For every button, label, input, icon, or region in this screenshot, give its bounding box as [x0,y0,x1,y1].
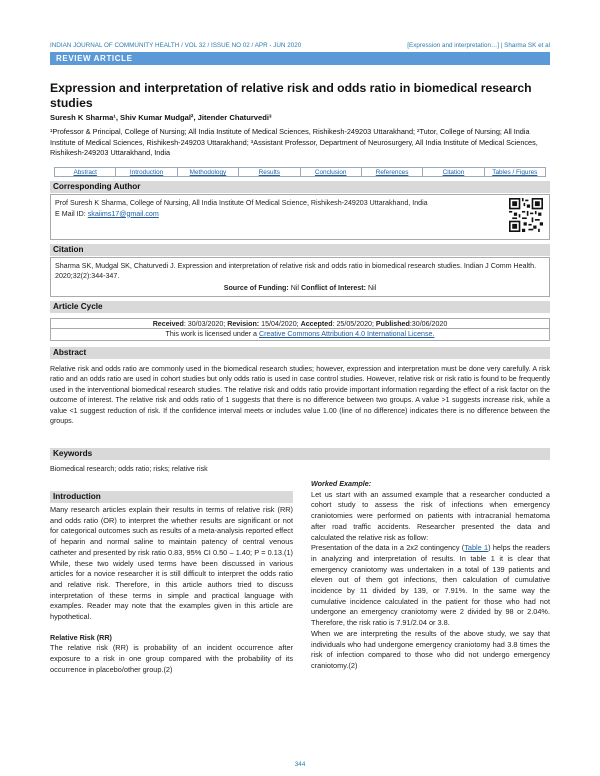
published-date: :30/06/2020 [409,320,448,328]
nav-citation[interactable]: Citation [423,168,484,176]
license-text: This work is licensed under a [165,330,259,338]
article-dates [51,319,549,329]
nav-methodology[interactable]: Methodology [178,168,239,176]
conflict-label: Conflict of Interest: [300,284,367,292]
nav-conclusion[interactable]: Conclusion [301,168,362,176]
license-link[interactable]: Creative Commons Attribution 4.0 International License. [258,330,435,338]
worked-example-p1: Let us start with an assumed example that a researcher conducted a cohort study to assess the risk of infections when emergency craniotomies were performed on patients with intracranial hematoma after road traffic accidents. Researcher presented the data and calculated the relative risk as follow: [311,489,550,542]
funding-line [51,284,549,295]
relative-risk-text: The relative risk (RR) is probability of an incident occurrence after exposure to a risk in one group compared with the probability of its occurrence in placebo/other group.(2) [50,643,293,674]
accepted-label: Accepted [300,320,333,328]
citation-heading: Citation [50,244,550,256]
corresponding-author-details [55,198,495,219]
revision-date: 15/04/2020; [259,320,301,328]
license-line [51,329,549,339]
running-title: [Expression and interpretation…] | Sharma SK et al [407,42,550,49]
nav-introduction[interactable]: Introduction [116,168,177,176]
accepted-date: : 25/05/2020; [332,320,376,328]
introduction-heading: Introduction [50,491,293,503]
citation-box [50,257,550,297]
corresponding-address: Prof Suresh K Sharma, College of Nursing, All India Institute Of Medical Science, Rishikesh-249203 Uttarakhand, India [55,199,428,207]
keywords-text: Biomedical research; odds ratio; risks; relative risk [50,465,208,473]
page-number: 344 [294,761,306,768]
article-type-bar: REVIEW ARTICLE [50,52,550,65]
email-link[interactable]: skaiims17@gmail.com [87,209,159,218]
citation-text: Sharma SK, Mudgal SK, Chaturvedi J. Expression and interpretation of relative risk and odds ratio in biomedical research studies. Indian J Comm Health. 2020;32(2):344-347. [55,262,537,280]
worked-example-heading: Worked Example: [311,479,372,488]
article-title: Expression and interpretation of relative risk and odds ratio in biomedical research studies [50,81,532,110]
worked-example-p2 [311,543,550,629]
received-date: : 30/03/2020; [183,320,228,328]
corresponding-author-heading: Corresponding Author [50,181,550,193]
worked-example-p2-end: ) helps the readers in analyzing and interpretation of results. In table 1 it is clear that emergency craniotomy was undertaken in a total of 139 patients and eleven out of them got infections, then calculation of cumulative incidence by 11 divided by 139, or 7.91%. In the same way the cumulative incidence calculated in the patient for those who had not undergone an emergency craniotomy were 2 divided by 98 or 2.04%. Therefore, the risk ratio is 7.91/2.04 or 3.8. [311,543,550,628]
relative-risk-heading: Relative Risk (RR) [50,632,112,642]
right-column [311,479,550,672]
corresponding-author-box [50,194,550,240]
nav-results[interactable]: Results [239,168,300,176]
abstract-text: Relative risk and odds ratio are commonly used in the biomedical research studies; however, expression and interpretation must be done very carefully. A risk ratio and an odds ratio are used in cohort studies but only odds ratio is used in case control studies. However, relative risk or risk ratio is found to be frequently used in the interventional biomedical research studies. The relative risk and odds ratio provide important information regarding the effect of a risk factor on the outcome of interest. The relative risk and odds ratio of 1 suggests that there is no difference between two groups. A value >1 suggests increase risk, while a value <1 suggest reduction of risk. If the confidence interval meets or includes value 1.00 (line of no difference) indicates there is no difference between the groups. [50,365,550,426]
keywords-heading: Keywords [50,448,550,460]
revision-label: Revision: [227,320,260,328]
worked-example-p2-start: Presentation of the data in a 2x2 contingency ( [311,543,465,553]
received-label: Received [152,320,184,328]
conflict-value: Nil [366,284,377,292]
section-nav [54,167,546,177]
journal-name: INDIAN JOURNAL OF COMMUNITY HEALTH / VOL 32 / ISSUE NO 02 / APR - JUN 2020 [50,42,302,49]
corresponding-email-line [55,209,495,220]
funding-label: Source of Funding: [223,284,289,292]
abstract-heading: Abstract [50,347,550,359]
email-label: E Mail ID: [55,209,88,218]
nav-references[interactable]: References [362,168,423,176]
funding-value: Nil [288,284,301,292]
worked-example-p3: When we are interpreting the results of the above study, we say that individuals who had undergone emergency craniotomy had 3.8 times the risk of infection compared to those who did not undergo emergency craniotomy.(2) [311,628,550,670]
authors: Suresh K Sharma¹, Shiv Kumar Mudgal², Jitender Chaturvedi³ [50,113,272,122]
introduction-text: Many research articles explain their results in terms of relative risk (RR) and odds ratio (OR) to interpret the whether results are significant or not for categorical outcomes such as results of a meta-analysis reported effect of heparin and normal saline to maintain patency of central venous catheter and presented by risk ratio 0.83, 95% CI 0.50 – 1.40; P = 0.13.(1) While, these two widely used terms have been discussed in various articles for a novice researcher it is still difficult to interpret the odds ratio and relative risk. Therefore, in this article authors tried to discuss interpretation of these terms in simple and practical language with examples. Reader may note that the examples given in this article are hypothetical. [50,505,293,622]
published-label: Published [375,320,410,328]
qr-code-icon [509,198,543,232]
left-column [50,491,293,676]
affiliations: ¹Professor & Principal, College of Nursing; All India Institute of Medical Sciences, Rishikesh-249203 Uttarakhand; ²Tutor, College of Nursing; All India Institute of Medical Sciences, Rishikesh-249203 Uttarakhand; ³Assistant Professor, Department of Neurosurgery, All India Institute of Medical Sciences, Rishikesh-249203 Uttarakhand, India [50,127,538,157]
nav-abstract[interactable]: Abstract [55,168,116,176]
nav-tables-figures[interactable]: Tables / Figures [492,169,538,176]
article-cycle-heading: Article Cycle [50,301,550,313]
table-1-link[interactable]: Table 1 [464,543,489,553]
article-cycle-box [50,318,550,341]
